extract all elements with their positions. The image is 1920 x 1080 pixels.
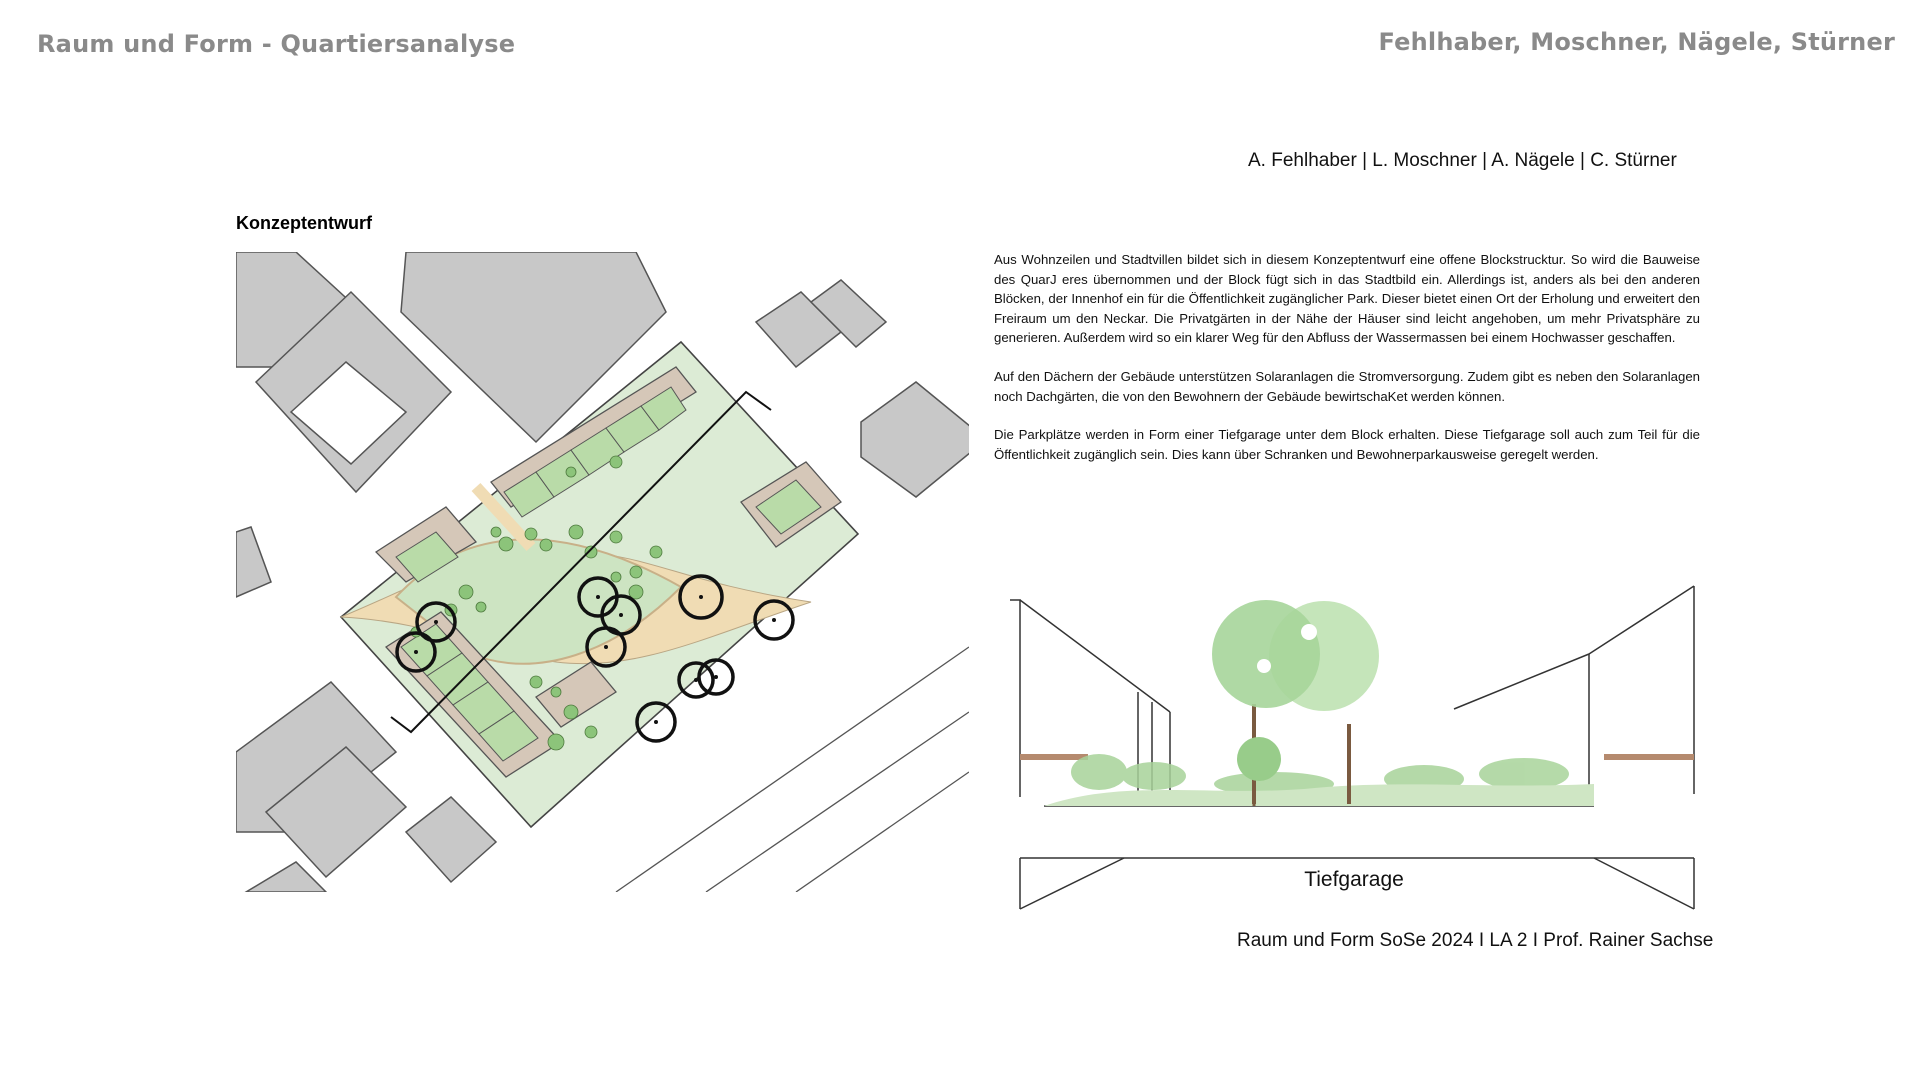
site-plan-drawing [236,252,969,892]
paragraph-parking: Die Parkplätze werden in Form einer Tiefgarage unter dem Block erhalten. Diese Tiefgarage soll auch zum Teil für die Öffentlichkeit zugänglich sein. Dies kann über Schranken und Bewohnerparkausweise geregelt werden. [994,427,1700,462]
paragraph-solar: Auf den Dächern der Gebäude unterstützen Solaranlagen die Stromversorgung. Zudem gibt es neben den Solaranlagen noch Dachgärten, die von den Bewohnern der Gebäude bewirtschaKet werden können. [994,368,1700,404]
section-title: Konzeptentwurf [236,213,372,233]
footer-course-info: Raum und Form SoSe 2024 I LA 2 I Prof. Rainer Sachse [1237,930,1714,951]
garage-label: Tiefgarage [1304,868,1404,891]
body-text [994,250,1700,483]
header-right-title: Fehlhaber, Moschner, Nägele, Stürner [1378,28,1895,56]
authors-line: A. Fehlhaber | L. Moschner | A. Nägele | C. Stürner [1248,150,1677,171]
street-section-drawing [1004,584,1704,914]
header-left-title: Raum und Form - Quartiersanalyse [37,30,516,58]
paragraph-concept: Aus Wohnzeilen und Stadtvillen bildet sich in diesem Konzeptentwurf eine offene Blockstrucktur. So wird die Bauweise des QuarJ eres übernommen und der Block fügt sich in das Stadtbild ein. Allerdings ist, anders als bei den anderen Blöcken, der Innenhof ein für die Öffentlichkeit zugänglicher Park. Dieser bietet einen Ort der Erholung und erweitert den Freiraum um den Neckar. Die Privatgärten in der Nähe der Häuser sind leicht angehoben, um mehr Privatsphäre zu generieren. Außerdem wird so ein klarer Weg für den Abfluss der Wassermassen bei einem Hochwasser geschaffen. [994,252,1700,346]
